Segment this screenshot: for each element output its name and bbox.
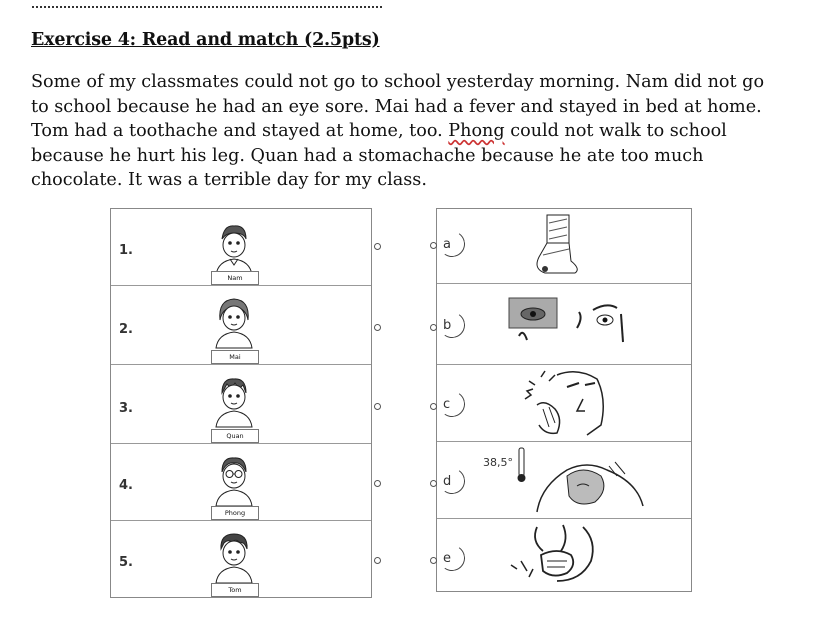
match-dot[interactable] <box>374 324 381 331</box>
match-dot[interactable] <box>430 242 437 249</box>
child-row-5 <box>111 521 371 597</box>
ailment-row-e <box>437 519 691 591</box>
passage-line-5: chocolate. It was a terrible day for my class. <box>31 170 427 191</box>
answer-dotted-line <box>32 6 382 8</box>
row-number: 5. <box>119 555 133 570</box>
child-name-label: Mai <box>211 350 259 364</box>
boy-portrait-icon <box>206 221 262 277</box>
passage-line-3-text: Tom had a toothache and stayed at home, too. <box>31 121 443 142</box>
letter-circle-arc <box>437 310 467 340</box>
passage-line-3 <box>31 119 791 144</box>
match-dot[interactable] <box>430 403 437 410</box>
option-letter: a <box>443 237 451 252</box>
child-name-label: Nam <box>211 271 259 285</box>
passage-line-2: to school because he had an eye sore. Mai had a fever and stayed in bed at home. <box>31 96 762 117</box>
match-dot[interactable] <box>430 480 437 487</box>
match-dot[interactable] <box>374 480 381 487</box>
match-dot[interactable] <box>430 324 437 331</box>
temperature-reading: 38,5° <box>483 456 513 469</box>
match-dot[interactable] <box>374 403 381 410</box>
option-letter: c <box>443 397 451 412</box>
girl-portrait-icon <box>206 294 262 350</box>
letter-circle-arc <box>437 466 467 496</box>
misspelled-word-phong: Phong <box>448 121 505 142</box>
boy-with-glasses-icon <box>206 452 262 508</box>
row-number: 2. <box>119 322 133 337</box>
child-name-label: Phong <box>211 506 259 520</box>
ailment-row-a <box>437 209 691 284</box>
option-letter: e <box>443 551 451 566</box>
letter-circle-arc <box>437 543 467 573</box>
match-dot[interactable] <box>430 557 437 564</box>
passage-line-4: because he hurt his leg. Quan had a stomachache because he ate too much <box>31 145 704 166</box>
fever-in-bed-icon <box>497 446 647 516</box>
ailments-table <box>436 208 692 592</box>
reading-passage <box>31 70 791 193</box>
sore-eye-icon <box>497 292 637 358</box>
toothache-icon <box>497 369 627 439</box>
option-letter: b <box>443 318 452 333</box>
child-row-1 <box>111 209 371 286</box>
stomachache-icon <box>497 521 627 591</box>
letter-circle-arc <box>437 229 467 259</box>
exercise-title: Exercise 4: Read and match (2.5pts) <box>31 30 380 50</box>
injured-foot-icon <box>497 213 607 279</box>
child-row-4 <box>111 444 371 521</box>
letter-circle-arc <box>437 389 467 419</box>
child-name-label: Quan <box>211 429 259 443</box>
option-letter: d <box>443 474 452 489</box>
children-table <box>110 208 372 598</box>
child-name-label: Tom <box>211 583 259 597</box>
boy-curly-hair-icon <box>206 529 262 585</box>
child-row-2 <box>111 286 371 365</box>
ailment-row-c <box>437 365 691 442</box>
row-number: 4. <box>119 478 133 493</box>
boy-portrait-icon <box>206 373 262 429</box>
passage-line-3-tail: could not walk to school <box>504 121 727 142</box>
ailment-row-d <box>437 442 691 519</box>
match-dot[interactable] <box>374 557 381 564</box>
ailment-row-b <box>437 284 691 365</box>
row-number: 3. <box>119 401 133 416</box>
passage-line-1: Some of my classmates could not go to school yesterday morning. Nam did not go <box>31 72 765 92</box>
row-number: 1. <box>119 243 133 258</box>
child-row-3 <box>111 365 371 444</box>
match-dot[interactable] <box>374 243 381 250</box>
